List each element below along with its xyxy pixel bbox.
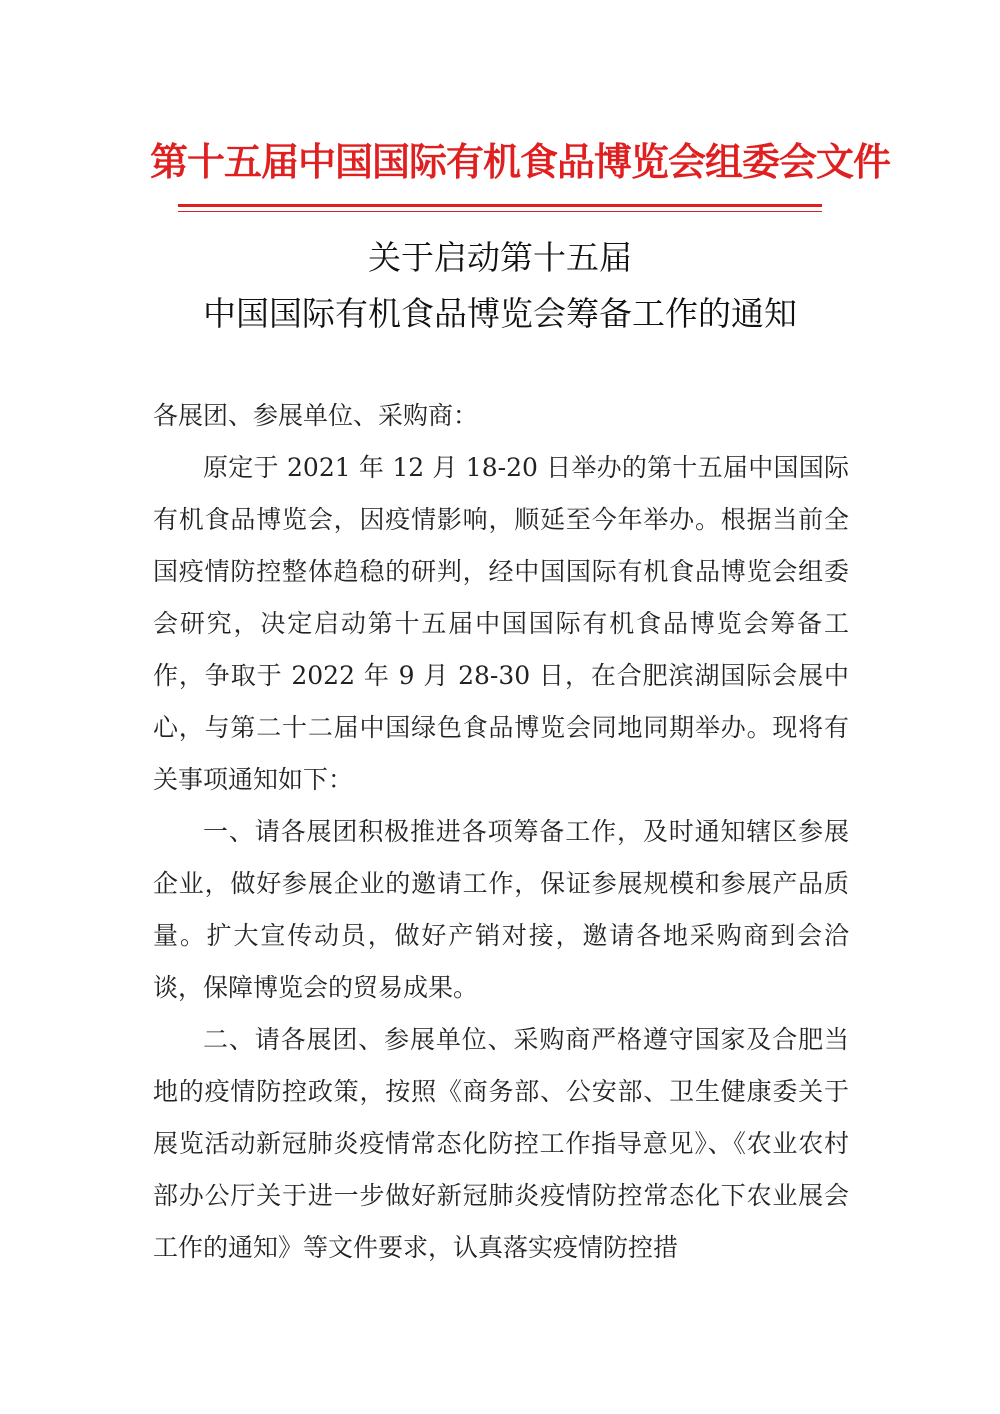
notice-title-line-2: 中国国际有机食品博览会筹备工作的通知 bbox=[203, 294, 797, 333]
notice-body bbox=[153, 390, 849, 1274]
header-divider-thin bbox=[178, 211, 822, 212]
paragraph-item-1: 一、请各展团积极推进各项筹备工作，及时通知辖区参展企业，做好参展企业的邀请工作，保证参展规模和参展产品质量。扩大宣传动员，做好产销对接，邀请各地采购商到会洽谈，保障博览会的贸易成果。 bbox=[153, 817, 849, 1002]
header-divider-thick bbox=[178, 204, 822, 207]
paragraph-item-2: 二、请各展团、参展单位、采购商严格遵守国家及合肥当地的疫情防控政策，按照《商务部、公安部、卫生健康委关于展览活动新冠肺炎疫情常态化防控工作指导意见》、《农业农村部办公厅关于进一步做好新冠肺炎疫情防控常态化下农业展会工作的通知》等文件要求，认真落实疫情防控措 bbox=[153, 1025, 849, 1262]
issuer-header: 第十五届中国国际有机食品博览会组委会文件 bbox=[150, 139, 891, 184]
salutation: 各展团、参展单位、采购商： bbox=[153, 401, 479, 430]
paragraph-intro: 原定于 2021 年 12 月 18-20 日举办的第十五届中国国际有机食品博览会，因疫情影响，顺延至今年举办。根据当前全国疫情防控整体趋稳的研判，经中国国际有机食品博览会组委会研究，决定启动第十五届中国国际有机食品博览会筹备工作，争取于 2022 年 9 月 28-30 日，在合肥滨湖国际会展中心，与第二十二届中国绿色食品博览会同地同期举办。现将有关事项通知如下： bbox=[153, 453, 849, 794]
notice-title-line-1: 关于启动第十五届 bbox=[368, 238, 632, 277]
